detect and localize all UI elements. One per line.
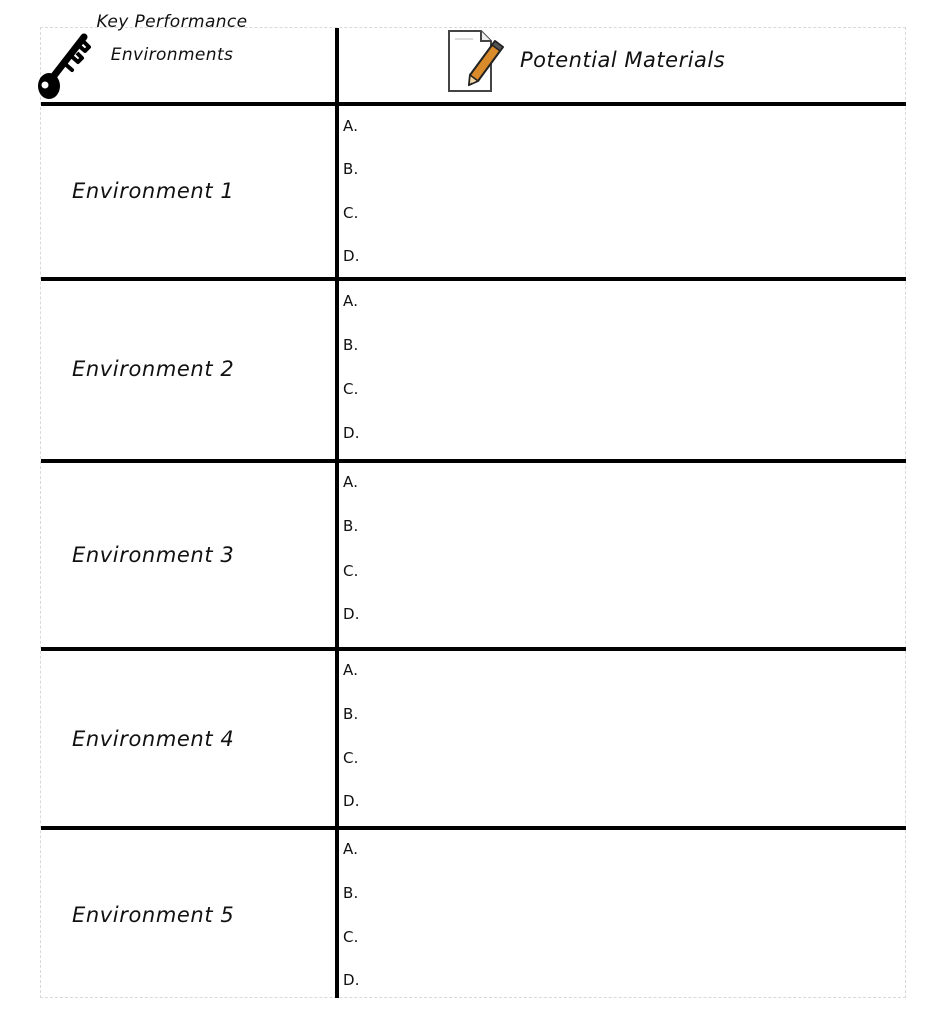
environment-4-item-b: B.	[343, 705, 359, 723]
environment-1-item-c: C.	[343, 204, 359, 222]
environment-5-item-a: A.	[343, 840, 359, 858]
environment-4-label: Environment 4	[72, 727, 235, 751]
environment-5-item-b: B.	[343, 884, 359, 902]
environment-2-item-b: B.	[343, 336, 359, 354]
column-divider	[335, 28, 339, 998]
environment-3-item-a: A.	[343, 473, 359, 491]
header-left-line-1: Key Performance	[96, 12, 248, 32]
header-left-title	[62, 6, 282, 72]
environment-3-item-c: C.	[343, 562, 359, 580]
row-divider-1	[41, 277, 906, 281]
environment-4-item-c: C.	[343, 749, 359, 767]
header-left-line-2: Environments	[110, 45, 234, 65]
environment-4-item-a: A.	[343, 661, 359, 679]
environment-3-item-d: D.	[343, 605, 360, 623]
environment-5-item-c: C.	[343, 928, 359, 946]
environment-1-item-b: B.	[343, 160, 359, 178]
environment-2-item-c: C.	[343, 380, 359, 398]
environment-5-label: Environment 5	[72, 903, 235, 927]
environment-4-item-d: D.	[343, 792, 360, 810]
environment-5-item-d: D.	[343, 971, 360, 989]
row-divider-3	[41, 647, 906, 651]
environment-3-label: Environment 3	[72, 543, 235, 567]
environment-1-item-d: D.	[343, 247, 360, 265]
row-divider-4	[41, 826, 906, 830]
environment-1-label: Environment 1	[72, 179, 235, 203]
environment-2-item-a: A.	[343, 292, 359, 310]
row-divider-2	[41, 459, 906, 463]
worksheet-page	[40, 27, 906, 998]
header-right-title: Potential Materials	[520, 48, 726, 72]
environment-1-item-a: A.	[343, 117, 359, 135]
document-pencil-icon	[445, 29, 507, 95]
environment-2-label: Environment 2	[72, 357, 235, 381]
environment-2-item-d: D.	[343, 424, 360, 442]
environment-3-item-b: B.	[343, 517, 359, 535]
